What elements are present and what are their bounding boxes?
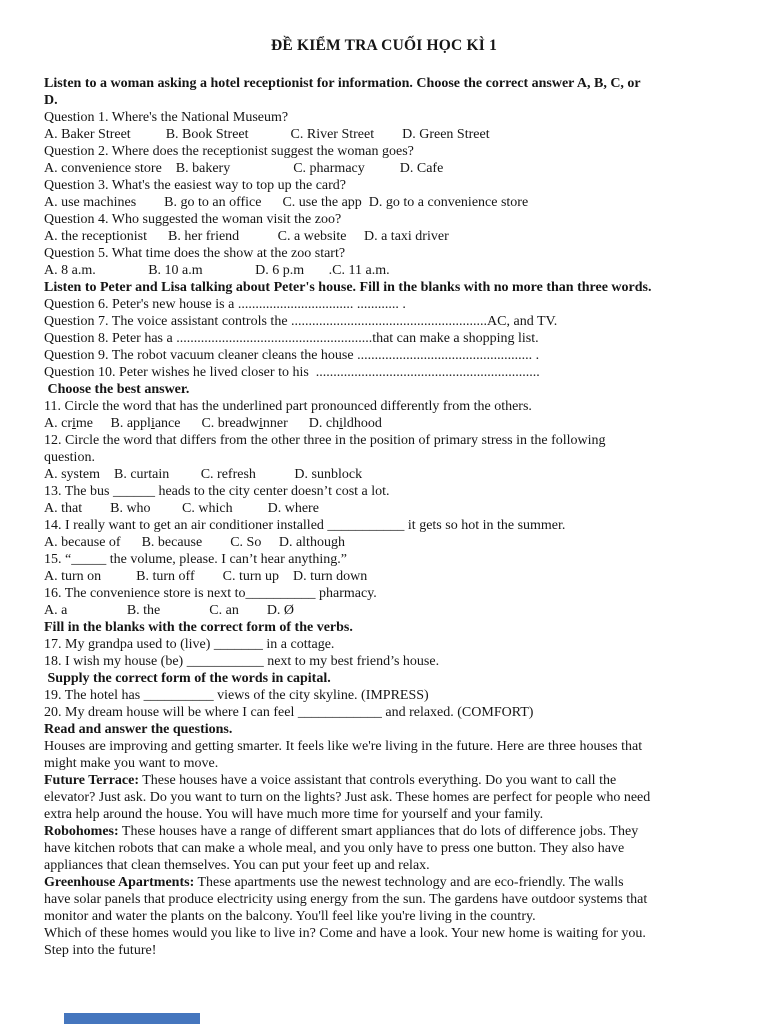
text-segment: A. Baker Street B. Book Street C. River Street D. Green Street <box>44 127 490 142</box>
text-segment: A. 8 a.m. B. 10 a.m D. 6 p.m .C. 11 a.m. <box>44 263 390 278</box>
text-segment: Read and answer the questions. <box>44 722 233 737</box>
doc-line <box>44 721 724 738</box>
doc-line <box>44 568 724 585</box>
doc-line <box>44 432 724 449</box>
text-segment: Question 3. What's the easiest way to top up the card? <box>44 178 347 193</box>
doc-line <box>44 823 724 840</box>
doc-line <box>44 874 724 891</box>
text-segment: These houses have a range of different smart appliances that do lots of difference jobs. They <box>118 824 639 839</box>
text-segment: i <box>339 416 343 431</box>
text-segment: A. use machines B. go to an office C. use the app D. go to a convenience store <box>44 195 529 210</box>
text-segment: Question 1. Where's the National Museum? <box>44 110 289 125</box>
text-segment: have kitchen robots that can make a whole meal, and you only have to press one button. They also have <box>44 841 625 856</box>
text-segment: Listen to a woman asking a hotel receptionist for information. Choose the correct answer A, B, C, or <box>44 76 641 91</box>
doc-line <box>44 755 724 772</box>
doc-line <box>44 262 724 279</box>
text-segment: 18. I wish my house (be) ___________ next to my best friend’s house. <box>44 654 440 669</box>
text-segment: Which of these homes would you like to live in? Come and have a look. Your new home is waiting for you. <box>44 926 646 941</box>
doc-line <box>44 330 724 347</box>
doc-line <box>44 636 724 653</box>
text-segment: A. system B. curtain C. refresh D. sunblock <box>44 467 363 482</box>
text-segment: Question 2. Where does the receptionist suggest the woman goes? <box>44 144 414 159</box>
text-segment: extra help around the house. You will have much more time for yourself and your family. <box>44 807 544 822</box>
doc-line <box>44 772 724 789</box>
text-segment: 15. “_____ the volume, please. I can’t hear anything.” <box>44 552 347 567</box>
doc-line <box>44 517 724 534</box>
text-segment: i <box>150 416 155 431</box>
text-segment: question. <box>44 450 95 465</box>
text-segment: Question 5. What time does the show at the zoo start? <box>44 246 346 261</box>
doc-line <box>44 415 724 432</box>
doc-line <box>44 483 724 500</box>
text-segment: A. because of B. because C. So D. although <box>44 535 345 550</box>
doc-line <box>44 466 724 483</box>
text-segment: 11. Circle the word that has the underlined part pronounced differently from the others. <box>44 399 532 414</box>
text-segment: Question 8. Peter has a ........................................................that can make a shopping list. <box>44 331 539 346</box>
doc-line <box>44 296 724 313</box>
doc-line <box>44 398 724 415</box>
doc-line <box>44 211 724 228</box>
text-segment: A. turn on B. turn off C. turn up D. turn down <box>44 569 368 584</box>
doc-line <box>44 602 724 619</box>
text-segment: Step into the future! <box>44 943 157 958</box>
text-segment: nner D. ch <box>262 416 340 431</box>
doc-line <box>44 687 724 704</box>
doc-line <box>44 75 724 92</box>
text-segment: A. convenience store B. bakery C. pharmacy D. Cafe <box>44 161 444 176</box>
text-segment: Question 6. Peter's new house is a ................................. ............ . <box>44 297 406 312</box>
text-segment: 17. My grandpa used to (live) _______ in a cottage. <box>44 637 335 652</box>
doc-line <box>44 228 724 245</box>
doc-line <box>44 177 724 194</box>
text-segment: Question 10. Peter wishes he lived closer to his ................................................................ <box>44 365 540 380</box>
text-segment: Question 4. Who suggested the woman visit the zoo? <box>44 212 342 227</box>
text-segment: me B. appl <box>75 416 151 431</box>
text-segment: Houses are improving and getting smarter. It feels like we're living in the future. Here are three houses that <box>44 739 643 754</box>
doc-line <box>44 653 724 670</box>
text-segment: A. cr <box>44 416 72 431</box>
text-segment: ance C. breadw <box>154 416 260 431</box>
document-body <box>44 75 724 959</box>
text-segment: 14. I really want to get an air conditioner installed ___________ it gets so hot in the summer. <box>44 518 566 533</box>
doc-line <box>44 194 724 211</box>
doc-line <box>44 534 724 551</box>
doc-line <box>44 891 724 908</box>
text-segment: Robohomes: <box>44 824 119 839</box>
text-segment: Fill in the blanks with the correct form of the verbs. <box>44 620 353 635</box>
doc-line <box>44 279 724 296</box>
next-page-blue-bar <box>64 1013 200 1024</box>
doc-line <box>44 670 724 687</box>
text-segment: A. that B. who C. which D. where <box>44 501 319 516</box>
text-segment: These apartments use the newest technology and are eco-friendly. The walls <box>194 875 624 890</box>
text-segment: i <box>72 416 76 431</box>
doc-line <box>44 942 724 959</box>
text-segment: Greenhouse Apartments: <box>44 875 195 890</box>
doc-line <box>44 109 724 126</box>
text-segment: 20. My dream house will be where I can feel ____________ and relaxed. (COMFORT) <box>44 705 534 720</box>
doc-line <box>44 908 724 925</box>
text-segment: 12. Circle the word that differs from the other three in the position of primary stress in the following <box>44 433 606 448</box>
doc-line <box>44 789 724 806</box>
doc-line <box>44 126 724 143</box>
doc-line <box>44 143 724 160</box>
text-segment: D. <box>44 93 58 108</box>
text-segment: ldhood <box>343 416 382 431</box>
text-segment: Supply the correct form of the words in capital. <box>44 671 331 686</box>
text-segment: These houses have a voice assistant that controls everything. Do you want to call the <box>139 773 617 788</box>
text-segment: have solar panels that produce electricity using energy from the sun. The gardens have outdoor systems that <box>44 892 648 907</box>
text-segment: A. a B. the C. an D. Ø <box>44 603 295 618</box>
text-segment: appliances that clean themselves. You can put your feet up and relax. <box>44 858 430 873</box>
text-segment: 16. The convenience store is next to__________ pharmacy. <box>44 586 377 601</box>
text-segment: Future Terrace: <box>44 773 139 788</box>
doc-line <box>44 585 724 602</box>
text-segment: i <box>259 416 263 431</box>
doc-line <box>44 381 724 398</box>
doc-line <box>44 619 724 636</box>
doc-line <box>44 347 724 364</box>
doc-line <box>44 806 724 823</box>
doc-line <box>44 160 724 177</box>
doc-line <box>44 500 724 517</box>
doc-line <box>44 313 724 330</box>
doc-line <box>44 738 724 755</box>
text-segment: Question 7. The voice assistant controls the ........................................................AC, and TV. <box>44 314 558 329</box>
doc-line <box>44 92 724 109</box>
doc-line <box>44 551 724 568</box>
text-segment: Question 9. The robot vacuum cleaner cleans the house .................................................. . <box>44 348 540 363</box>
doc-line <box>44 245 724 262</box>
page-title: ĐỀ KIỂM TRA CUỐI HỌC KÌ 1 <box>270 37 498 54</box>
doc-line <box>44 704 724 721</box>
doc-line <box>44 449 724 466</box>
doc-line <box>44 364 724 381</box>
doc-line <box>44 840 724 857</box>
text-segment: elevator? Just ask. Do you want to turn on the lights? Just ask. These homes are perfect for people who need <box>44 790 651 805</box>
text-segment: Choose the best answer. <box>44 382 190 397</box>
text-segment: Listen to Peter and Lisa talking about Peter's house. Fill in the blanks with no more than three words. <box>44 280 652 295</box>
text-segment: monitor and water the plants on the balcony. You'll feel like you're living in the country. <box>44 909 536 924</box>
text-segment: A. the receptionist B. her friend C. a website D. a taxi driver <box>44 229 449 244</box>
text-segment: 13. The bus ______ heads to the city center doesn’t cost a lot. <box>44 484 390 499</box>
text-segment: might make you want to move. <box>44 756 219 771</box>
doc-line <box>44 925 724 942</box>
doc-line <box>44 857 724 874</box>
text-segment: 19. The hotel has __________ views of the city skyline. (IMPRESS) <box>44 688 429 703</box>
